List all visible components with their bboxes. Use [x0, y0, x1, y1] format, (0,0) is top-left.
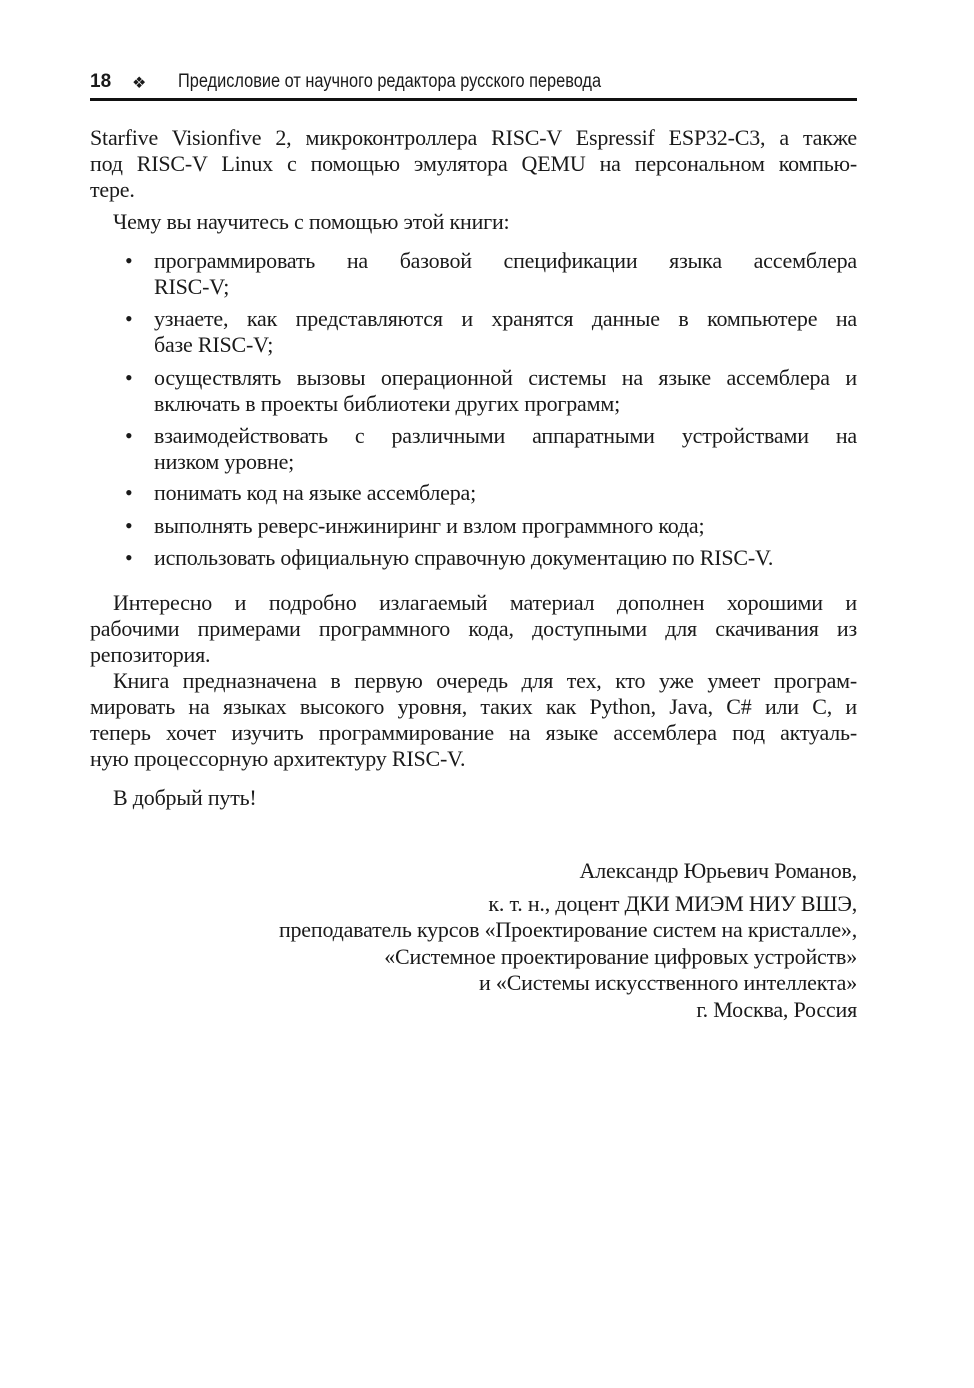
text-line: взаимодействовать с различными аппаратными устройствами на — [154, 423, 857, 448]
text-line: преподаватель курсов «Проектирование систем на кристалле», — [278, 917, 857, 942]
text-line: «Системное проектирование цифровых устройств» — [384, 943, 857, 969]
running-header — [90, 70, 857, 101]
paragraph-audience — [90, 668, 857, 772]
text-line: Интересно и подробно излагаемый материал дополнен хорошими и — [113, 590, 857, 615]
text-line: под RISC-V Linux с помощью эмулятора QEMU на персональном компью- — [90, 151, 857, 176]
text-line: понимать код на языке ассемблера; — [154, 480, 477, 505]
list-item — [125, 423, 857, 475]
list-item — [125, 365, 857, 417]
list-item — [125, 306, 857, 358]
text-line: включать в проекты библиотеки других программ; — [154, 391, 620, 416]
list-intro-text: Чему вы научитесь с помощью этой книги: — [113, 209, 510, 234]
text-line: базе RISC-V; — [154, 332, 274, 357]
bullet-icon: • — [125, 365, 133, 390]
text-line: низком уровне; — [154, 449, 295, 474]
bullet-icon: • — [125, 423, 133, 448]
text-line: и «Системы искусственного интеллекта» — [479, 970, 857, 995]
paragraph-continuation — [90, 125, 857, 203]
list-intro — [90, 209, 857, 235]
text-line: репозитория. — [90, 642, 211, 667]
closing — [90, 785, 857, 811]
author-signature — [90, 858, 857, 1023]
ornament-icon: ❖ — [132, 75, 147, 92]
bullet-icon: • — [125, 306, 133, 331]
text-line: выполнять реверс-инжиниринг и взлом программного кода; — [154, 513, 705, 538]
text-line: RISC-V; — [154, 274, 230, 299]
paragraph-material — [90, 590, 857, 668]
text-line: использовать официальную справочную документацию по RISC-V. — [154, 545, 774, 570]
text-line: мировать на языках высокого уровня, таких как Python, Java, C# или C, и — [90, 694, 857, 719]
text-line: теперь хочет изучить программирование на языке ассемблера под актуаль- — [90, 720, 857, 745]
text-line: Александр Юрьевич Романов, — [579, 858, 857, 883]
text-line: осуществлять вызовы операционной системы на языке ассемблера и — [154, 365, 857, 390]
chapter-title: Предисловие от научного редактора русского перевода — [178, 71, 602, 92]
page-body — [90, 125, 857, 1023]
closing-text: В добрый путь! — [113, 785, 257, 810]
list-item — [125, 545, 857, 571]
list-item — [125, 513, 857, 539]
text-line: рабочими примерами программного кода, доступными для скачивания из — [90, 616, 857, 641]
text-line: узнаете, как представляются и хранятся данные в компьютере на — [154, 306, 857, 331]
bullet-icon: • — [125, 248, 133, 273]
text-line: программировать на базовой спецификации языка ассемблера — [154, 248, 857, 273]
learning-list — [125, 248, 857, 571]
text-line: Starfive Visionfive 2, микроконтроллера RISC-V Espressif ESP32-C3, а также — [90, 125, 857, 150]
list-item — [125, 248, 857, 300]
bullet-icon: • — [125, 480, 133, 505]
text-line: Книга предназначена в первую очередь для тех, кто уже умеет програм- — [113, 668, 857, 693]
text-line: к. т. н., доцент ДКИ МИЭМ НИУ ВШЭ, — [488, 890, 857, 916]
list-item — [125, 480, 857, 506]
bullet-icon: • — [125, 545, 133, 570]
bullet-icon: • — [125, 513, 133, 538]
text-line: г. Москва, Россия — [696, 996, 857, 1022]
text-line: ную процессорную архитектуру RISC-V. — [90, 746, 466, 771]
text-line: тере. — [90, 177, 135, 202]
page-number: 18 — [90, 71, 112, 92]
